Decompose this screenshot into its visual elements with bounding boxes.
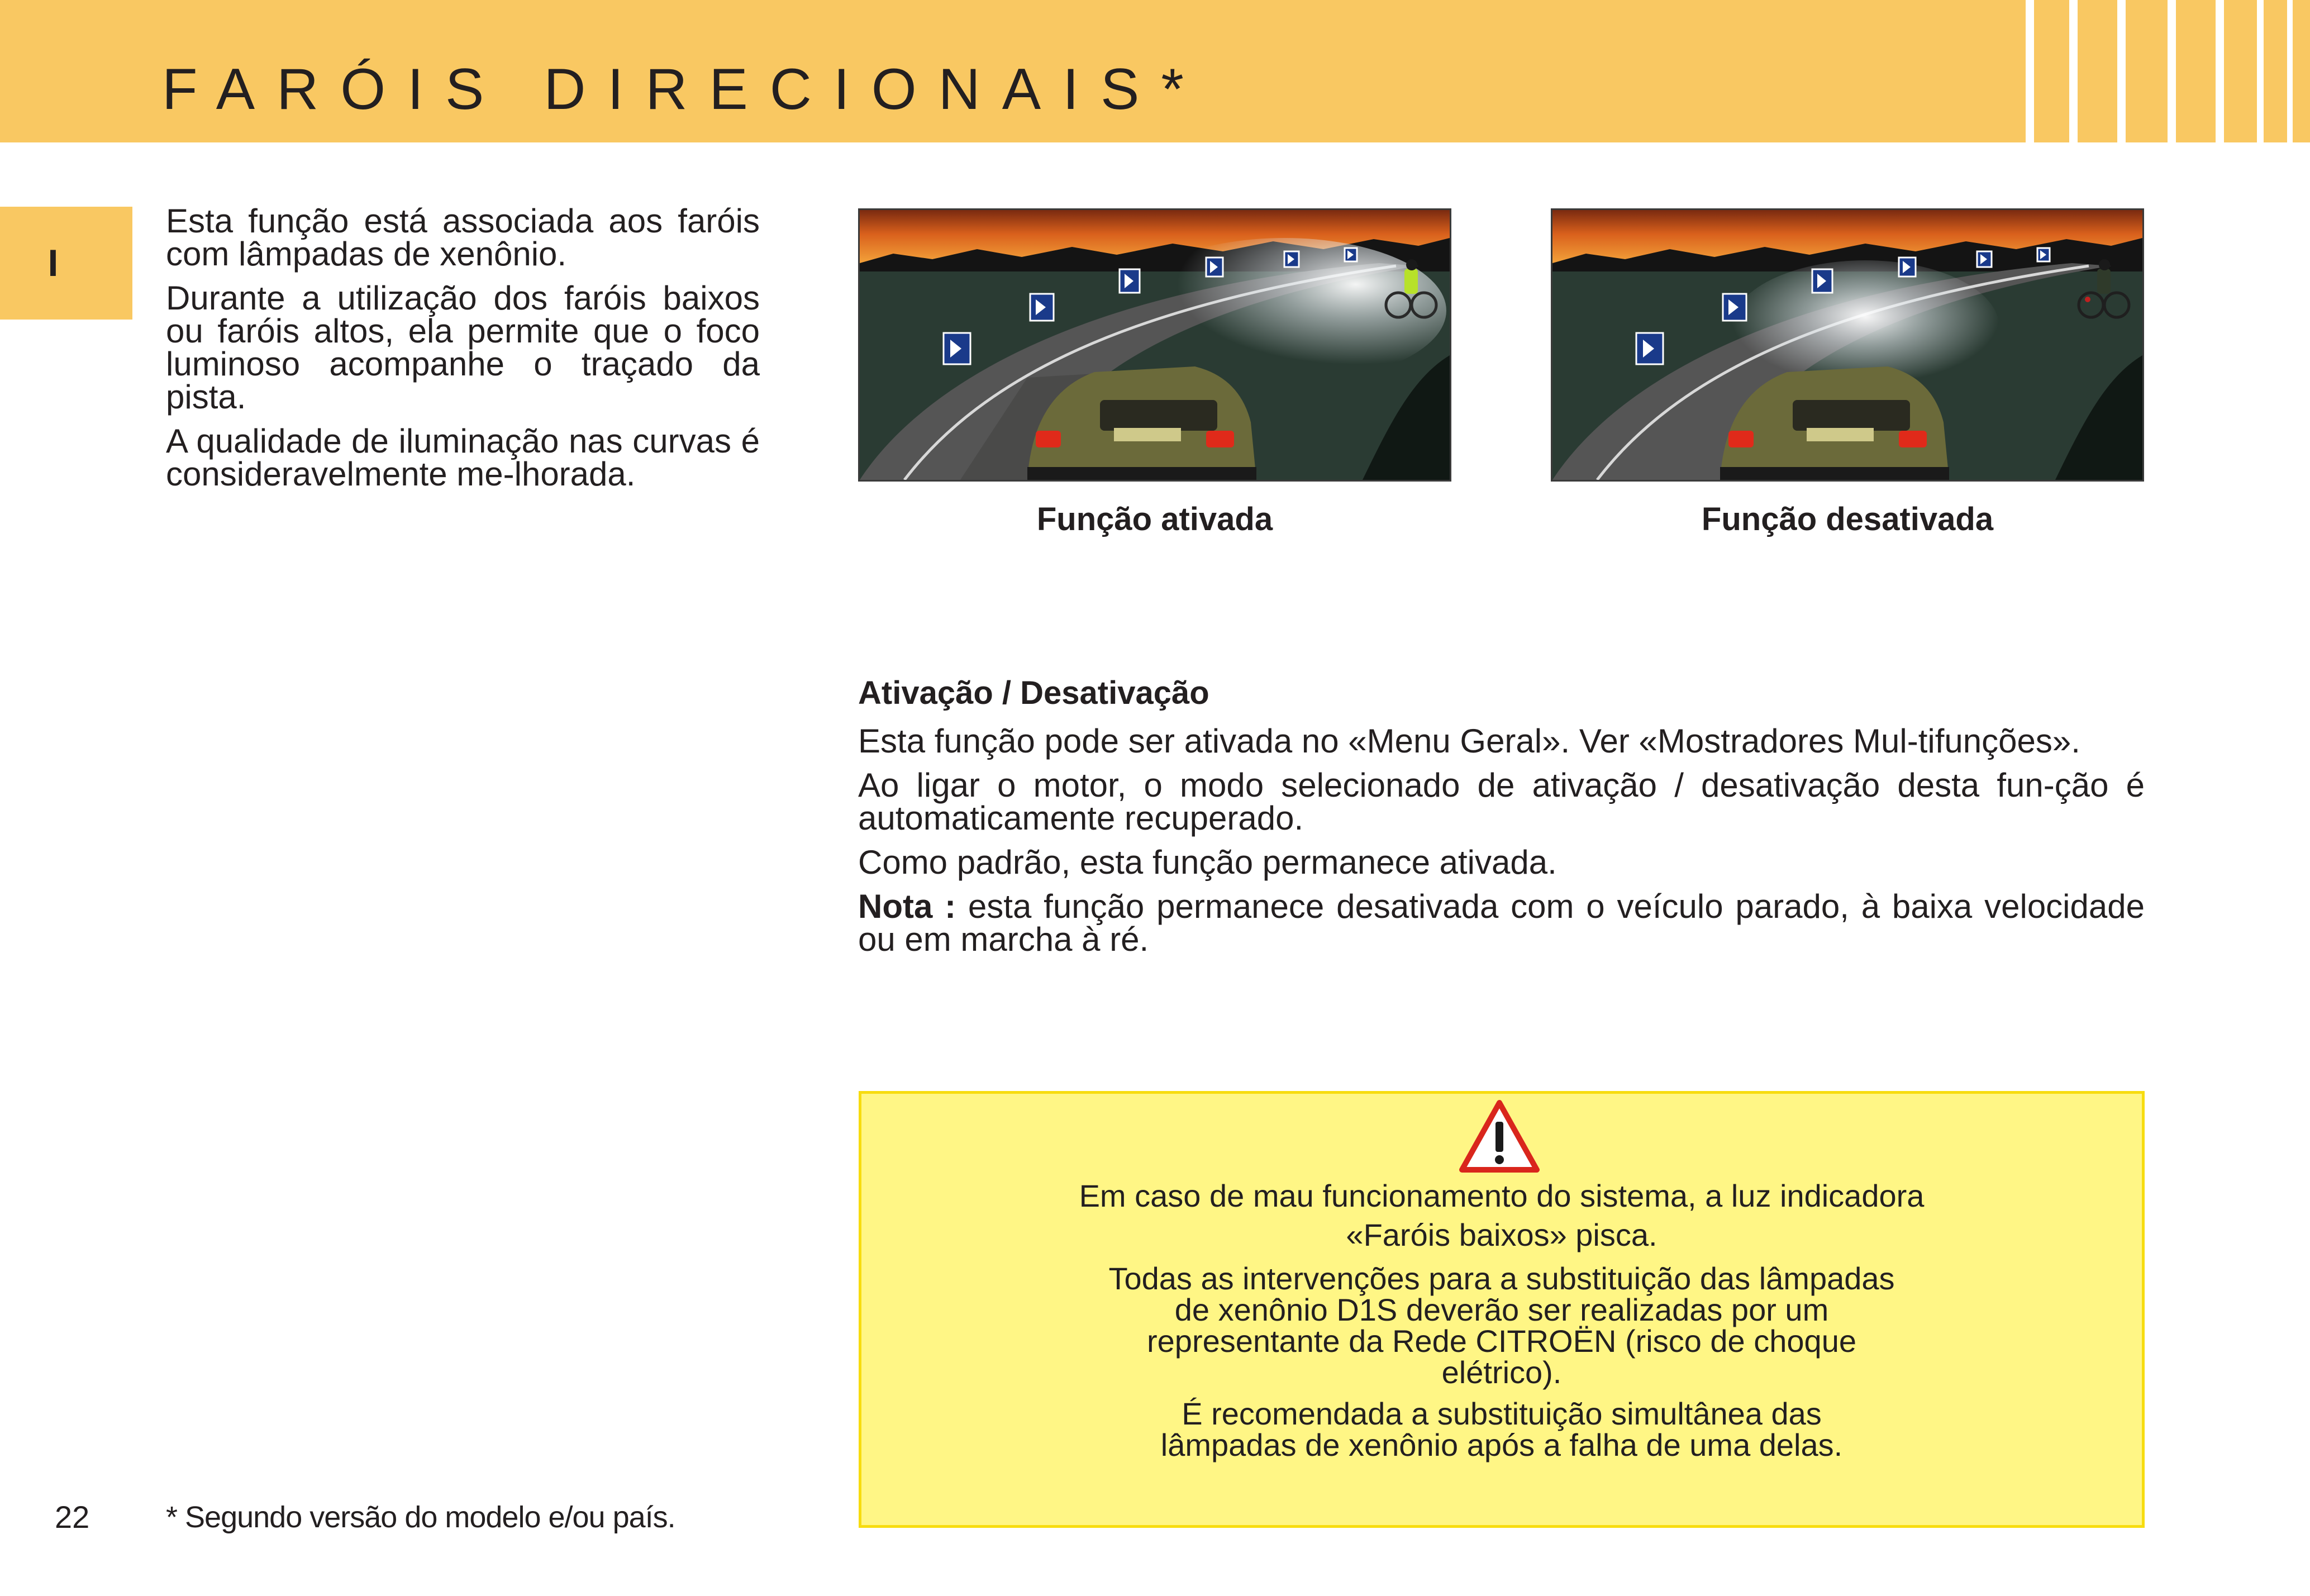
- intro-paragraph: Esta função está associada aos faróis com lâmpadas de xenônio.: [166, 202, 760, 273]
- intro-text: [166, 204, 760, 502]
- page-title: FARÓIS DIRECIONAIS*: [162, 57, 1206, 122]
- section-paragraph: Esta função pode ser ativada no «Menu Geral». Ver «Mostradores Mul-tifunções».: [858, 722, 2080, 760]
- figure-caption: Função desativada: [1701, 501, 1994, 537]
- night-road-scene-image: [860, 210, 1450, 480]
- header-stripe: [2168, 0, 2176, 142]
- page-number: 22: [55, 1499, 90, 1535]
- header-stripe: [2026, 0, 2034, 142]
- section-heading: Ativação / Desativação: [858, 675, 1209, 711]
- header-stripe: [2069, 0, 2078, 142]
- warning-triangle-icon: [1458, 1098, 1541, 1175]
- header-stripe: [2257, 0, 2264, 142]
- chapter-letter: I: [47, 242, 59, 284]
- figure-caption: Função ativada: [1036, 501, 1273, 537]
- illustration-function-off: [1551, 208, 2144, 482]
- activation-section: [858, 673, 2145, 967]
- section-paragraph: Ao ligar o motor, o modo selecionado de ativação / desativação desta fun-ção é automaticamente recuperado.: [858, 766, 2145, 837]
- header-stripe: [2117, 0, 2126, 142]
- section-paragraph: Como padrão, esta função permanece ativada.: [858, 844, 1557, 881]
- intro-paragraph: A qualidade de iluminação nas curvas é consideravelmente me-lhorada.: [166, 422, 760, 493]
- footnote: * Segundo versão do modelo e/ou país.: [166, 1500, 675, 1534]
- chapter-tab: [0, 207, 132, 320]
- warning-line: «Faróis baixos» pisca.: [1346, 1217, 1658, 1252]
- note-label: Nota :: [858, 888, 956, 925]
- header-band: [0, 0, 2310, 142]
- note-paragraph: [858, 890, 2145, 956]
- header-stripe: [2287, 0, 2293, 142]
- warning-paragraph: É recomendada a substituição simultânea das lâmpadas de xenônio após a falha de uma delas.: [1160, 1396, 1843, 1462]
- illustration-function-on: [858, 208, 1451, 482]
- warning-box: [859, 1091, 2145, 1528]
- intro-paragraph: Durante a utilização dos faróis baixos ou faróis altos, ela permite que o foco luminoso acompanhe o traçado da pista.: [166, 279, 760, 416]
- warning-text: [861, 1180, 2142, 1471]
- night-road-scene-image: [1552, 210, 2142, 480]
- header-stripe: [2216, 0, 2224, 142]
- warning-line: Em caso de mau funcionamento do sistema, a luz indicadora: [1079, 1178, 1925, 1213]
- warning-paragraph: Todas as intervenções para a substituição das lâmpadas de xenônio D1S deverão ser realizadas por um representante da Rede CITROËN (risco de choque elétrico).: [1108, 1261, 1895, 1390]
- note-text: esta função permanece desativada com o veículo parado, à baixa velocidade ou em marcha à ré.: [858, 888, 2145, 958]
